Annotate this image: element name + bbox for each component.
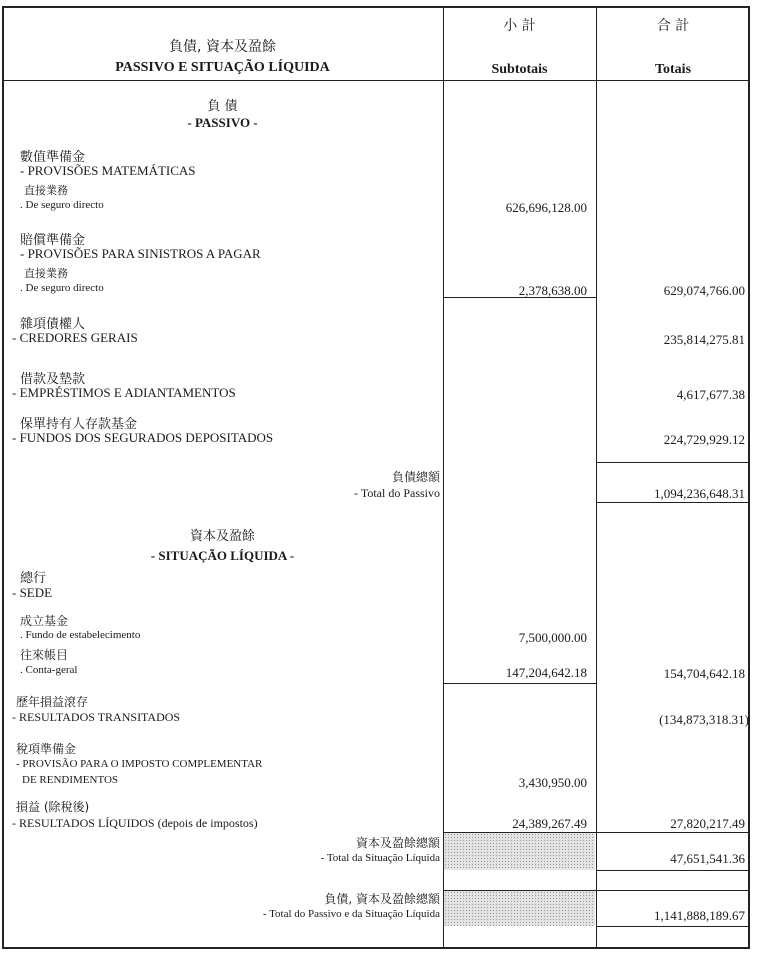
credores-gerais-label-pt: - CREDORES GERAIS bbox=[12, 330, 138, 345]
emprestimos-label-pt: - EMPRÉSTIMOS E ADIANTAMENTOS bbox=[12, 385, 236, 400]
provisoes-matematicas-label-pt: - PROVISÕES MATEMÁTICAS bbox=[20, 163, 196, 178]
total-header-zh: 合 計 bbox=[656, 18, 690, 34]
grand-total-bottom-rule bbox=[596, 926, 750, 927]
grand-total-top-rule-total bbox=[596, 890, 750, 891]
provisoes-sinistros-label-pt: - PROVISÕES PARA SINISTROS A PAGAR bbox=[20, 246, 261, 261]
provisoes-total: 629,074,766.00 bbox=[663, 283, 745, 298]
shaded-cell-grand-total bbox=[444, 891, 595, 926]
provisoes-matematicas-label-zh: 數值準備金 bbox=[20, 150, 86, 165]
provisoes-matematicas-sub-zh: 直接業務 bbox=[24, 184, 68, 197]
provisao-imposto-subtotal: 3,430,950.00 bbox=[518, 775, 587, 790]
shaded-cell-situacao-total bbox=[444, 833, 595, 870]
credores-gerais-label-zh: 雜項債權人 bbox=[20, 317, 86, 332]
conta-geral-label-pt: . Conta-geral bbox=[20, 664, 78, 676]
fundo-estabelecimento-value: 7,500,000.00 bbox=[518, 630, 587, 645]
sede-total: 154,704,642.18 bbox=[663, 666, 745, 681]
resultados-liquidos-label-zh: 損益 (除稅後) bbox=[16, 800, 90, 814]
situacao-total-label-zh: 資本及盈餘總額 bbox=[355, 836, 440, 850]
resultados-transitados-label-pt: - RESULTADOS TRANSITADOS bbox=[12, 710, 181, 724]
situacao-heading-zh: 資本及盈餘 bbox=[189, 529, 255, 544]
provisoes-matematicas-sub-pt: . De seguro directo bbox=[20, 199, 104, 211]
situacao-total-bottom-rule bbox=[596, 870, 750, 871]
passivo-total-label-zh: 負債總額 bbox=[391, 470, 440, 484]
resultados-liquidos-total: 27,820,217.49 bbox=[670, 816, 745, 831]
passivo-heading-zh: 負 債 bbox=[207, 99, 238, 114]
sede-label-pt: - SEDE bbox=[12, 585, 53, 600]
passivo-total-label-pt: - Total do Passivo bbox=[354, 486, 440, 500]
passivo-heading-pt: - PASSIVO - bbox=[187, 115, 258, 130]
provisoes-sinistros-sub-pt: . De seguro directo bbox=[20, 282, 104, 294]
grand-total-label-pt: - Total do Passivo e da Situação Líquida bbox=[262, 908, 440, 920]
subtotal-header-pt: Subtotais bbox=[491, 62, 548, 77]
resultados-transitados-label-zh: 歷年損益滾存 bbox=[16, 695, 89, 709]
resultados-liquidos-subtotal: 24,389,267.49 bbox=[512, 816, 587, 831]
provisoes-sinistros-subtotal: 2,378,638.00 bbox=[518, 283, 587, 298]
subtotal-column-left-rule bbox=[443, 6, 444, 949]
grand-total-value: 1,141,888,189.67 bbox=[654, 908, 745, 923]
sede-label-zh: 總行 bbox=[20, 571, 47, 586]
header-title-pt: PASSIVO E SITUAÇÃO LÍQUIDA bbox=[115, 60, 330, 75]
situacao-total-label-pt: - Total da Situação Líquida bbox=[320, 852, 440, 864]
header-title-zh: 負債, 資本及盈餘 bbox=[169, 39, 276, 55]
fundo-estabelecimento-label-zh: 成立基金 bbox=[20, 614, 69, 628]
provisao-imposto-label-zh: 稅項準備金 bbox=[16, 742, 77, 756]
liquidos-total-top-rule bbox=[596, 832, 750, 833]
subtotal-column-right-rule bbox=[596, 6, 597, 949]
emprestimos-total: 4,617,677.38 bbox=[676, 387, 745, 402]
resultados-transitados-total: (134,873,318.31) bbox=[659, 712, 749, 727]
situacao-total-value: 47,651,541.36 bbox=[670, 851, 745, 866]
situacao-heading-pt: - SITUAÇÃO LÍQUIDA - bbox=[150, 548, 295, 563]
emprestimos-label-zh: 借款及墊款 bbox=[20, 372, 86, 387]
fundos-segurados-label-zh: 保單持有人存款基金 bbox=[20, 417, 138, 432]
passivo-total-top-rule bbox=[596, 462, 750, 463]
subtotal-header-zh: 小 計 bbox=[503, 18, 536, 34]
provisoes-sinistros-label-zh: 賠償準備金 bbox=[20, 233, 86, 248]
fundos-segurados-label-pt: - FUNDOS DOS SEGURADOS DEPOSITADOS bbox=[12, 430, 274, 445]
fundo-estabelecimento-label-pt: . Fundo de estabelecimento bbox=[20, 629, 141, 641]
provisao-imposto-label-pt-2: DE RENDIMENTOS bbox=[22, 774, 119, 786]
provisao-imposto-label-pt-1: - PROVISÃO PARA O IMPOSTO COMPLEMENTAR bbox=[16, 758, 263, 770]
provisoes-matematicas-subtotal: 626,696,128.00 bbox=[505, 200, 587, 215]
fundos-segurados-total: 224,729,929.12 bbox=[663, 432, 745, 447]
passivo-total-bottom-rule bbox=[596, 502, 750, 503]
credores-gerais-total: 235,814,275.81 bbox=[663, 332, 745, 347]
passivo-total-value: 1,094,236,648.31 bbox=[654, 486, 745, 501]
grand-total-label-zh: 負債, 資本及盈餘總額 bbox=[324, 892, 440, 906]
total-header-pt: Totais bbox=[654, 62, 692, 77]
conta-geral-value: 147,204,642.18 bbox=[505, 665, 587, 680]
conta-geral-label-zh: 往來帳目 bbox=[20, 648, 69, 662]
sede-subtotal-rule bbox=[443, 683, 596, 684]
resultados-liquidos-label-pt: - RESULTADOS LÍQUIDOS (depois de impostos) bbox=[12, 816, 258, 830]
header-bottom-rule bbox=[2, 80, 750, 81]
provisoes-sinistros-sub-zh: 直接業務 bbox=[24, 267, 68, 280]
